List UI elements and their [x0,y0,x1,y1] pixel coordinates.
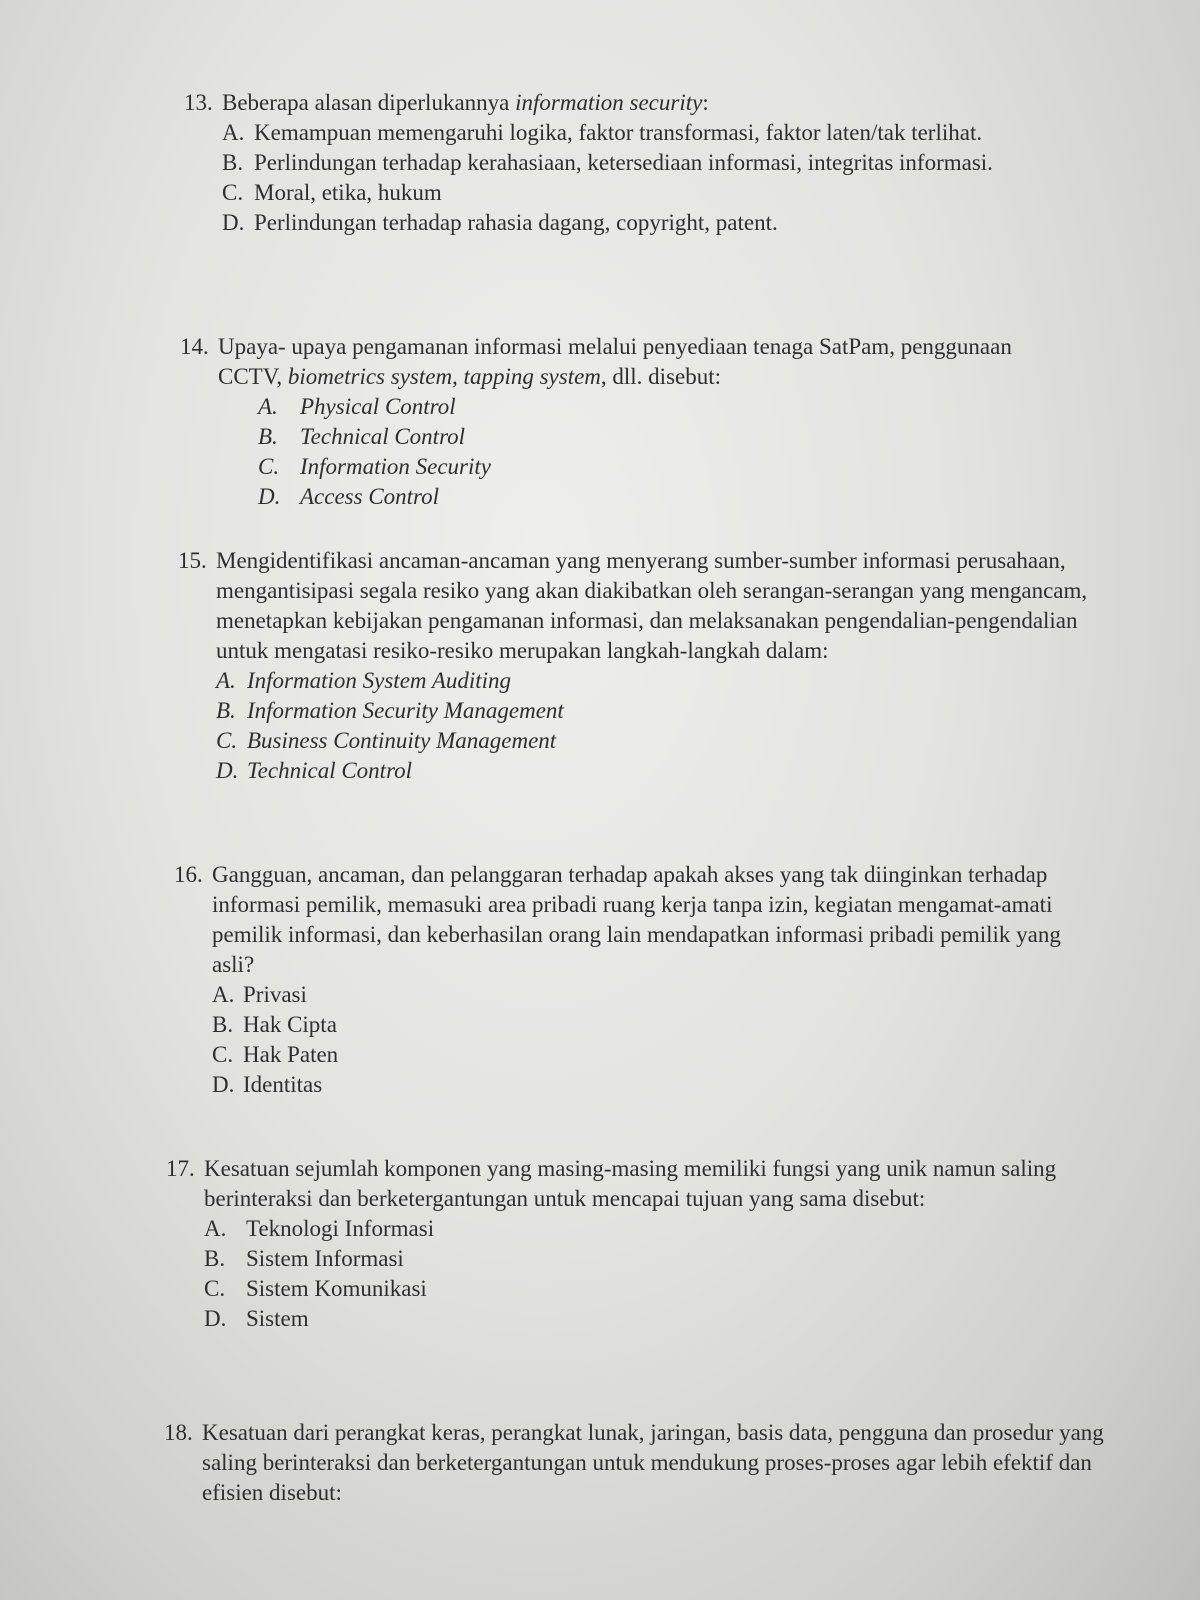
option-letter: B. [204,1246,226,1271]
option-a [222,118,1034,148]
option-letter: D. [216,758,239,783]
answer-options [222,118,1034,238]
option-letter: A. [204,1216,227,1241]
question-14 [180,332,1040,512]
option-d [258,482,1040,512]
option-letter: C. [212,1042,234,1067]
question-text-italic: information security [515,90,703,115]
option-b [204,1244,1106,1274]
option-text: Identitas [243,1072,323,1097]
option-text: Sistem Informasi [246,1246,404,1271]
option-text: Hak Cipta [243,1012,337,1037]
option-b [258,422,1040,452]
option-c [258,452,1040,482]
question-text-part: Upaya- upaya pengamanan informasi melalui penyediaan tenaga SatPam, penggunaan CCTV, [218,334,1012,389]
option-c [204,1274,1106,1304]
option-letter: C. [258,454,280,479]
question-text-italic: biometrics system, tapping system [287,364,601,389]
option-letter: C. [204,1276,226,1301]
option-text: Perlindungan terhadap rahasia dagang, copyright, patent. [254,210,778,235]
option-text: Technical Control [247,758,413,783]
question-number: 18. [164,1420,193,1445]
answer-options [212,980,1074,1100]
option-text: Hak Paten [243,1042,339,1067]
option-letter: B. [212,1012,234,1037]
option-b [216,696,1098,726]
option-letter: B. [258,424,278,449]
option-text: Sistem Komunikasi [246,1276,427,1301]
option-text: Moral, etika, hukum [254,180,442,205]
question-text-part: , dll. disebut: [600,364,722,389]
option-text: Business Continuity Management [247,728,557,753]
option-text: Physical Control [300,394,456,419]
question-text: Gangguan, ancaman, dan pelanggaran terhadap apakah akses yang tak diinginkan terhadap informasi pemilik, memasuki area pribadi ruang kerja tanpa izin, kegiatan mengamat-amati pemilik informasi, dan keberhasilan orang lain mendapatkan informasi pribadi pemilik yang asli? [212,862,1061,977]
option-letter: D. [222,210,245,235]
option-letter: B. [216,698,236,723]
option-letter: A. [212,982,235,1007]
question-text: Kesatuan sejumlah komponen yang masing-masing memiliki fungsi yang unik namun saling berinteraksi dan berketergantungan untuk mencapai tujuan yang sama disebut: [204,1156,1057,1211]
option-letter: D. [258,484,281,509]
question-stem [180,332,1040,392]
question-number: 15. [178,548,207,573]
option-d [204,1304,1106,1334]
question-number: 14. [180,334,209,359]
option-text: Information Security Management [247,698,564,723]
option-letter: A. [222,120,245,145]
option-letter: A. [258,394,278,419]
answer-options [204,1214,1106,1334]
question-number: 13. [184,90,213,115]
option-text: Sistem [246,1306,309,1331]
question-17 [166,1154,1106,1334]
question-stem [174,860,1074,980]
answer-options [258,392,1040,512]
question-16 [174,860,1074,1100]
question-text-part: Beberapa alasan diperlukannya [222,90,516,115]
question-text [218,332,1040,392]
question-number: 17. [166,1156,195,1181]
question-15 [178,546,1098,786]
question-stem [164,1418,1104,1508]
option-letter: D. [212,1072,235,1097]
option-text: Privasi [243,982,307,1007]
option-d [222,208,1034,238]
option-letter: C. [222,180,244,205]
option-text: Teknologi Informasi [246,1216,435,1241]
question-18 [164,1418,1104,1508]
option-text: Kemampuan memengaruhi logika, faktor transformasi, faktor laten/tak terlihat. [254,120,983,145]
option-text: Access Control [300,484,440,509]
option-d [216,756,1098,786]
option-c [212,1040,1074,1070]
option-c [216,726,1098,756]
option-letter: B. [222,150,244,175]
option-text: Information Security [300,454,491,479]
question-stem [178,546,1098,666]
option-a [258,392,1040,422]
option-a [216,666,1098,696]
answer-options [216,666,1098,786]
question-13 [184,88,1034,238]
option-a [204,1214,1106,1244]
option-letter: A. [216,668,236,693]
option-text: Technical Control [300,424,466,449]
question-text [222,88,1034,118]
option-letter: D. [204,1306,227,1331]
question-stem [184,88,1034,118]
question-number: 16. [174,862,203,887]
option-letter: C. [216,728,238,753]
question-text: Kesatuan dari perangkat keras, perangkat lunak, jaringan, basis data, pengguna dan prosedur yang saling berinteraksi dan berketergantungan untuk mendukung proses-proses agar lebih efektif dan efisien disebut: [202,1420,1104,1505]
option-a [212,980,1074,1010]
option-c [222,178,1034,208]
question-text-part: : [702,90,709,115]
option-d [212,1070,1074,1100]
option-b [212,1010,1074,1040]
option-b [222,148,1034,178]
option-text: Information System Auditing [247,668,512,693]
question-stem [166,1154,1106,1214]
question-text: Mengidentifikasi ancaman-ancaman yang menyerang sumber-sumber informasi perusahaan, mengantisipasi segala resiko yang akan diakibatkan oleh serangan-serangan yang mengancam, menetapkan kebijakan pengamanan informasi, dan melaksanakan pengendalian-pengendalian untuk mengatasi resiko-resiko merupakan langkah-langkah dalam: [216,548,1088,663]
option-text: Perlindungan terhadap kerahasiaan, ketersediaan informasi, integritas informasi. [254,150,993,175]
